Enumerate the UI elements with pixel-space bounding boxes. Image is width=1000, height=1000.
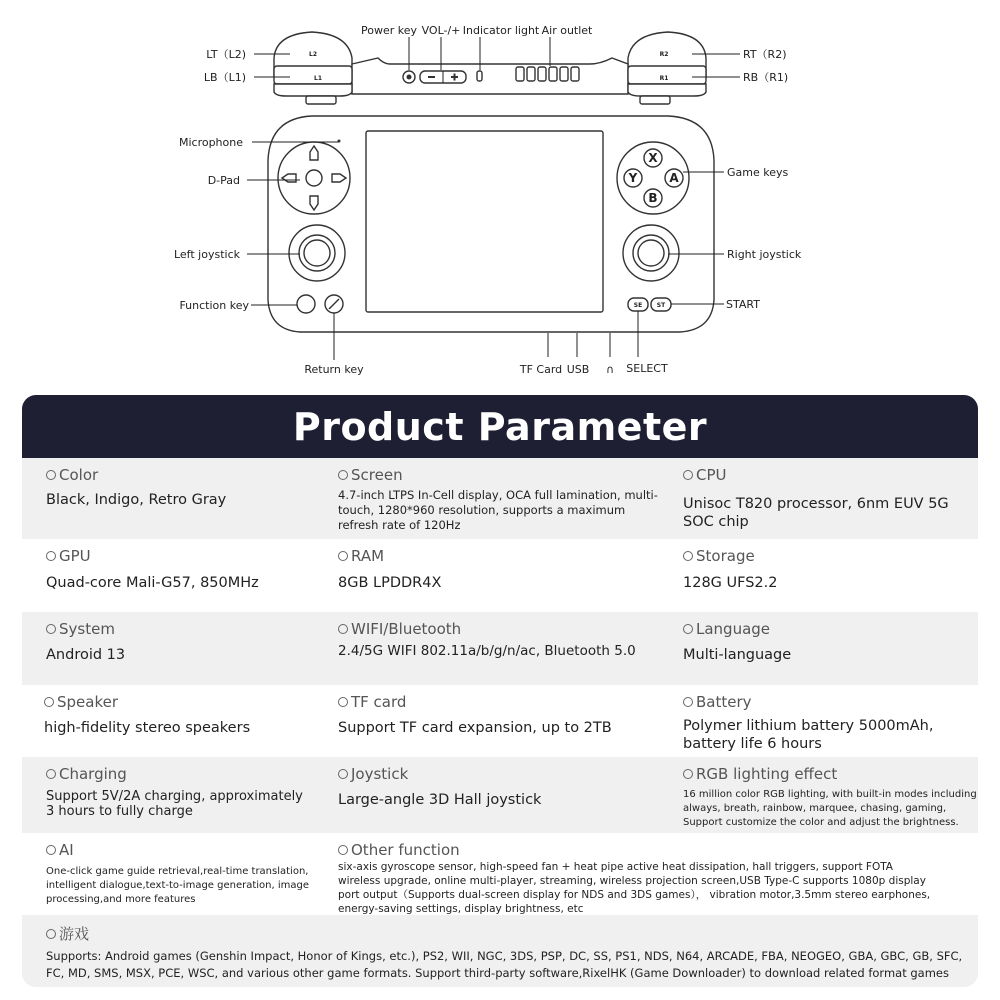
air-outlet-label: Air outlet: [541, 24, 593, 37]
param-title: 游戏: [59, 925, 90, 943]
param-row: [22, 458, 978, 539]
param-speaker: [22, 685, 314, 757]
l1-text: L1: [314, 75, 322, 82]
param-language: [659, 612, 978, 685]
param-value: Polymer lithium battery 5000mAh, battery life 6 hours: [683, 718, 934, 752]
indicator-light-label: Indicator light: [462, 24, 540, 37]
x-key-text: X: [648, 151, 658, 165]
l2-text: L2: [309, 51, 317, 58]
r1-text: R1: [659, 75, 669, 82]
param-color: [22, 458, 314, 539]
game-keys: [617, 142, 689, 214]
lt-label: LT（L2): [206, 48, 246, 61]
left-joystick-label: Left joystick: [173, 248, 240, 261]
param-title: System: [59, 620, 115, 638]
param-title: RAM: [351, 547, 385, 565]
param-title: Charging: [59, 765, 127, 783]
param-title: Color: [59, 466, 99, 484]
r2-text: R2: [659, 51, 669, 58]
param-value: One-click game guide retrieval,real-time translation, intelligent dialogue,text-to-image generation, image processing,and more features: [46, 866, 310, 905]
param-title: RGB lighting effect: [696, 765, 838, 783]
function-key-label: Function key: [179, 299, 249, 312]
param-value: Support 5V/2A charging, approximately 3 hours to fully charge: [46, 789, 303, 819]
param-tf-card: [314, 685, 659, 757]
param-title: Joystick: [351, 765, 409, 783]
param-value: six-axis gyroscope sensor, high-speed fan + heat pipe active heat dissipation, hall triggers, support FOTA wireless upgrade, online multi-player, streaming, wireless projection screen,USB Type-C supports 1080p display port output（Supports dual-screen display for NDS and 3DS games）， vibration motor,3.5mm stereo earphones, energy-saving settings, display brightness, etc: [338, 861, 931, 915]
rb-label: RB（R1): [743, 71, 789, 84]
param-value: 2.4/5G WIFI 802.11a/b/g/n/ac, Bluetooth 5.0: [338, 643, 636, 659]
param-ram: [314, 539, 659, 612]
param-title: CPU: [696, 466, 727, 484]
param-other-function: [314, 833, 978, 915]
param-value: Android 13: [46, 647, 126, 663]
select-label: SELECT: [626, 362, 668, 375]
param-row: [22, 539, 978, 612]
param-ai: [22, 833, 314, 915]
param-title: GPU: [59, 547, 91, 565]
param-joystick: [314, 757, 659, 833]
param-title: Screen: [351, 466, 403, 484]
param-value: 8GB LPDDR4X: [338, 575, 442, 591]
vol-label: VOL-/+: [421, 24, 461, 37]
device-top-view: [274, 32, 706, 104]
a-key-text: A: [669, 171, 679, 185]
param-title: AI: [59, 841, 74, 859]
param-value: high-fidelity stereo speakers: [44, 720, 251, 736]
return-key-label: Return key: [304, 363, 364, 376]
device-diagram: [0, 0, 1000, 390]
param-row: [22, 833, 978, 915]
param-storage: [659, 539, 978, 612]
param-title: WIFI/Bluetooth: [351, 620, 462, 638]
param-row: [22, 757, 978, 833]
start-label: START: [726, 298, 760, 311]
dpad-label: D-Pad: [207, 174, 240, 187]
param-screen: [314, 458, 659, 539]
usb-label: USB: [566, 363, 590, 376]
lb-label: LB（L1): [203, 71, 246, 84]
param-value: 4.7-inch LTPS In-Cell display, OCA full lamination, multi-touch, 1280*960 resolution, supports a maximum refresh rate of 120Hz: [338, 488, 658, 532]
panel-title: Product Parameter: [22, 395, 978, 458]
param-value: Multi-language: [683, 647, 792, 663]
param-games: [22, 915, 978, 987]
param-gpu: [22, 539, 314, 612]
param-value: Unisoc T820 processor, 6nm EUV 5G SOC chip: [683, 496, 949, 530]
dpad: [278, 142, 350, 214]
device-front-view: [268, 116, 714, 332]
rt-label: RT（R2): [743, 48, 787, 61]
param-title: Storage: [696, 547, 755, 565]
param-row: [22, 612, 978, 685]
right-joystick: [623, 225, 679, 281]
b-key-text: B: [648, 191, 658, 205]
param-value: Quad-core Mali-G57, 850MHz: [46, 575, 259, 591]
param-value: Black, Indigo, Retro Gray: [46, 492, 227, 508]
right-joystick-label: Right joystick: [727, 248, 802, 261]
param-value: 128G UFS2.2: [683, 575, 778, 591]
y-key-text: Y: [628, 171, 638, 185]
game-keys-label: Game keys: [727, 166, 789, 179]
param-title: Battery: [696, 693, 752, 711]
param-value: Large-angle 3D Hall joystick: [338, 792, 542, 808]
left-joystick: [289, 225, 345, 281]
power-key-label: Power key: [360, 24, 418, 37]
param-value: Support TF card expansion, up to 2TB: [338, 720, 612, 736]
param-system: [22, 612, 314, 685]
param-row: [22, 685, 978, 757]
headphone-icon: ∩: [605, 363, 615, 376]
se-text: SE: [633, 302, 643, 309]
param-wifi-bluetooth: [314, 612, 659, 685]
param-title: Language: [696, 620, 771, 638]
param-title: Other function: [351, 841, 460, 859]
param-cpu: [659, 458, 978, 539]
product-parameter-panel: [22, 395, 978, 987]
param-value: Supports: Android games (Genshin Impact, Honor of Kings, etc.), PS2, WII, NGC, 3DS, PSP, DC, SS, PS1, NDS, N64, ARCADE, FBA, NEOGEO, GBA, GBC, GB, SFC, FC, MD, SMS, MSX, PCE, WSC, and various other game formats. Support third-party software,RixelHK (Game Downloader) to download related format games: [46, 949, 963, 980]
param-charging: [22, 757, 314, 833]
param-value: 16 million color RGB lighting, with built-in modes including always, breath, rainbow, marquee, chasing, gaming, Support customize the color and adjust the brightness.: [683, 789, 977, 828]
param-battery: [659, 685, 978, 757]
tf-card-label: TF Card: [519, 363, 563, 376]
st-text: ST: [656, 302, 666, 309]
param-rgb-lighting: [659, 757, 978, 833]
microphone-label: Microphone: [178, 136, 243, 149]
param-title: Speaker: [57, 693, 119, 711]
param-row: [22, 915, 978, 987]
param-title: TF card: [351, 693, 407, 711]
